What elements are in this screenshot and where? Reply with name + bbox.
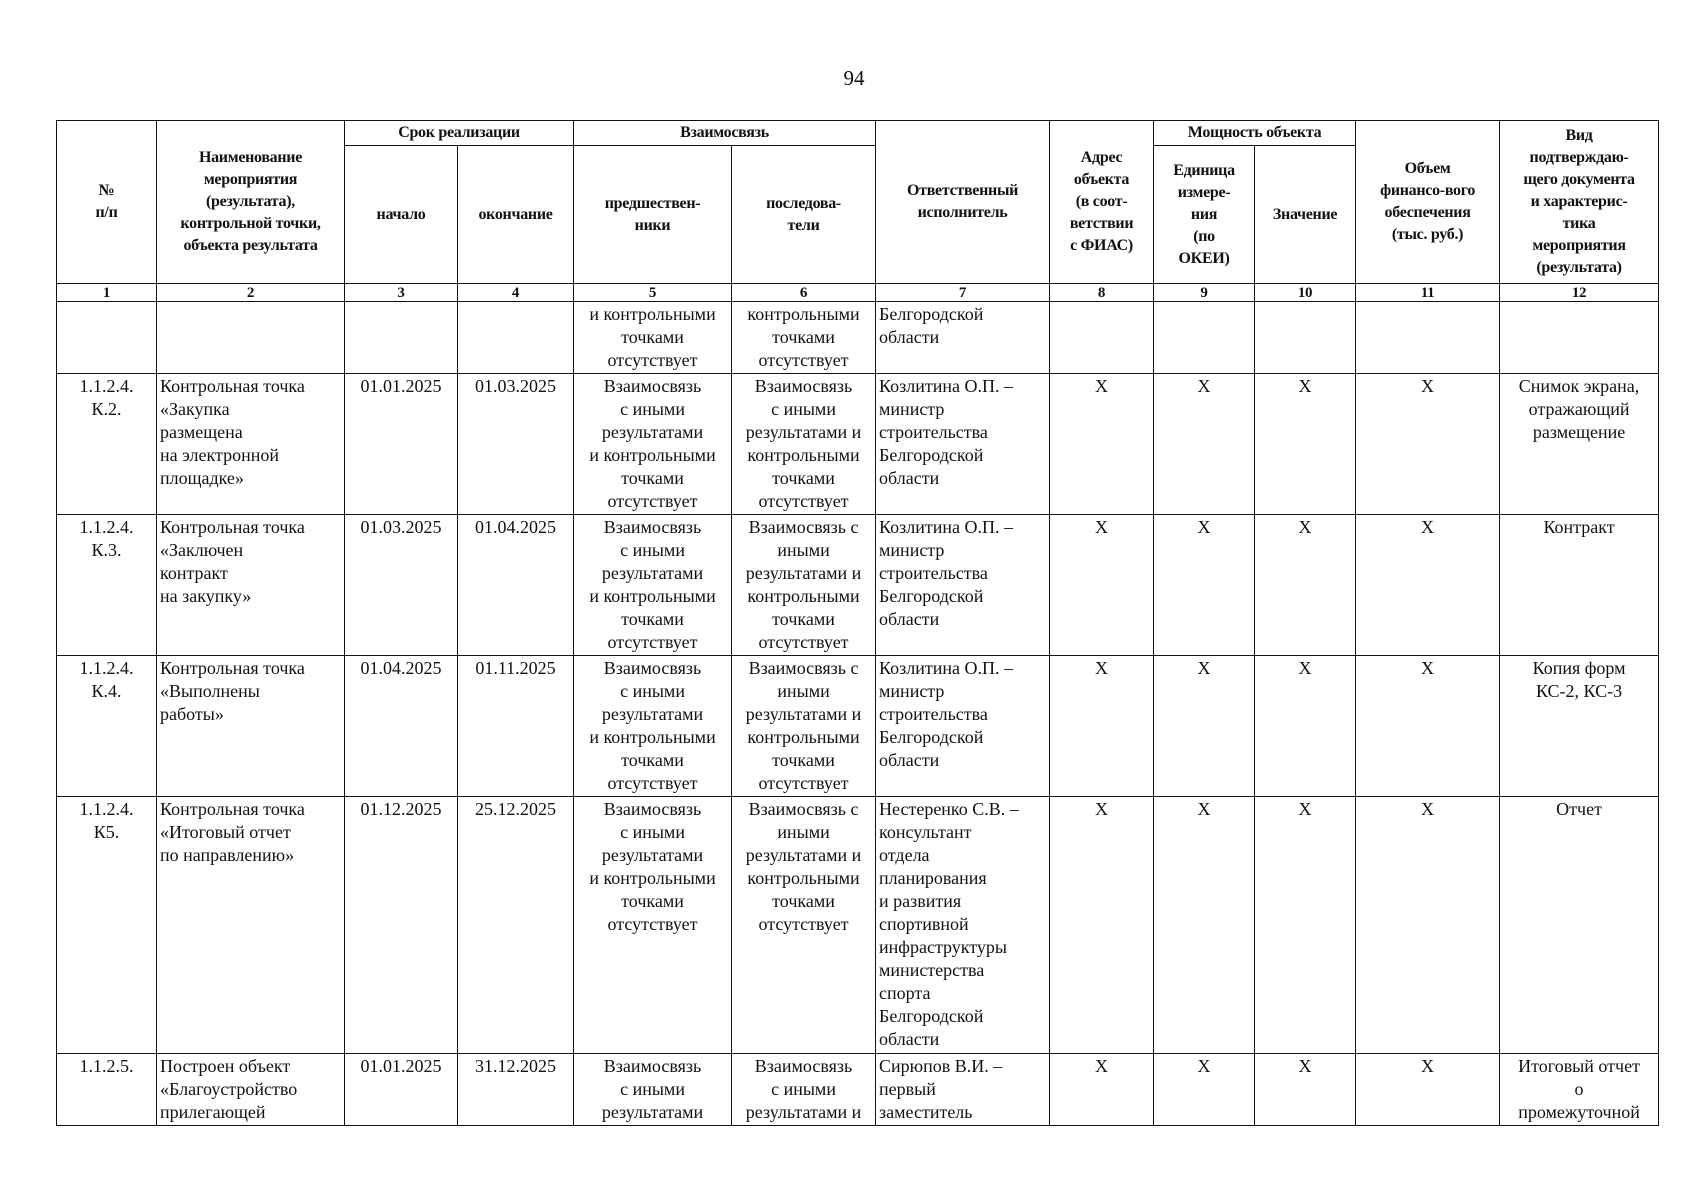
header-group-term: Срок реализации xyxy=(345,121,574,146)
cell-responsible: Нестеренко С.В. – консультант отдела планирования и развития спортивной инфраструктуры министерства спорта Белгородской области xyxy=(876,797,1050,1054)
cell-financing xyxy=(1356,302,1500,374)
cell-value xyxy=(1255,302,1356,374)
cell-start: 01.03.2025 xyxy=(345,515,458,656)
cell-num: 1.1.2.4. К.3. xyxy=(57,515,157,656)
header-predecessors: предшествен- ники xyxy=(574,146,732,284)
cell-predecessors: Взаимосвязь с иными результатами и контрольными точками отсутствует xyxy=(574,656,732,797)
cell-successors: Взаимосвязь с иными результатами и контрольными точками отсутствует xyxy=(732,797,876,1054)
cell-num xyxy=(57,302,157,374)
cell-start: 01.12.2025 xyxy=(345,797,458,1054)
cell-responsible: Козлитина О.П. – министр строительства Белгородской области xyxy=(876,515,1050,656)
cell-financing: Х xyxy=(1356,515,1500,656)
col-number: 7 xyxy=(876,284,1050,302)
cell-unit: Х xyxy=(1154,515,1255,656)
cell-successors: Взаимосвязь с иными результатами и xyxy=(732,1054,876,1126)
cell-predecessors: Взаимосвязь с иными результатами и контрольными точками отсутствует xyxy=(574,797,732,1054)
cell-end xyxy=(458,302,574,374)
cell-name: Контрольная точка «Заключен контракт на закупку» xyxy=(157,515,345,656)
cell-document: Итоговый отчет о промежуточной xyxy=(1500,1054,1659,1126)
col-number: 4 xyxy=(458,284,574,302)
header-financing: Объем финансо-вого обеспечения (тыс. руб.) xyxy=(1356,121,1500,284)
cell-document: Снимок экрана, отражающий размещение xyxy=(1500,374,1659,515)
cell-document xyxy=(1500,302,1659,374)
cell-name xyxy=(157,302,345,374)
table-row xyxy=(57,797,1659,1054)
cell-name: Контрольная точка «Выполнены работы» xyxy=(157,656,345,797)
cell-unit: Х xyxy=(1154,374,1255,515)
cell-address: Х xyxy=(1050,374,1154,515)
cell-value: Х xyxy=(1255,1054,1356,1126)
header-value: Значение xyxy=(1255,146,1356,284)
cell-unit xyxy=(1154,302,1255,374)
header-num: № п/п xyxy=(57,121,157,284)
cell-financing: Х xyxy=(1356,656,1500,797)
cell-value: Х xyxy=(1255,797,1356,1054)
cell-financing: Х xyxy=(1356,1054,1500,1126)
cell-num: 1.1.2.5. xyxy=(57,1054,157,1126)
cell-predecessors: и контрольными точками отсутствует xyxy=(574,302,732,374)
cell-num: 1.1.2.4. К.4. xyxy=(57,656,157,797)
cell-document: Контракт xyxy=(1500,515,1659,656)
header-start: начало xyxy=(345,146,458,284)
cell-successors: Взаимосвязь с иными результатами и контрольными точками отсутствует xyxy=(732,515,876,656)
col-number: 2 xyxy=(157,284,345,302)
cell-address: Х xyxy=(1050,656,1154,797)
cell-responsible: Козлитина О.П. – министр строительства Белгородской области xyxy=(876,656,1050,797)
header-responsible: Ответственный исполнитель xyxy=(876,121,1050,284)
cell-address xyxy=(1050,302,1154,374)
col-number: 12 xyxy=(1500,284,1659,302)
cell-financing: Х xyxy=(1356,374,1500,515)
header-successors: последова- тели xyxy=(732,146,876,284)
cell-document: Отчет xyxy=(1500,797,1659,1054)
cell-predecessors: Взаимосвязь с иными результатами и контрольными точками отсутствует xyxy=(574,515,732,656)
cell-start xyxy=(345,302,458,374)
header-unit: Единица измере- ния (по ОКЕИ) xyxy=(1154,146,1255,284)
cell-num: 1.1.2.4. К.2. xyxy=(57,374,157,515)
cell-num: 1.1.2.4. К5. xyxy=(57,797,157,1054)
cell-start: 01.01.2025 xyxy=(345,1054,458,1126)
col-number: 6 xyxy=(732,284,876,302)
col-number: 5 xyxy=(574,284,732,302)
cell-responsible: Козлитина О.П. – министр строительства Белгородской области xyxy=(876,374,1050,515)
cell-end: 31.12.2025 xyxy=(458,1054,574,1126)
table-row xyxy=(57,515,1659,656)
cell-successors: Взаимосвязь с иными результатами и контрольными точками отсутствует xyxy=(732,656,876,797)
col-number: 3 xyxy=(345,284,458,302)
col-number: 9 xyxy=(1154,284,1255,302)
header-group-link: Взаимосвязь xyxy=(574,121,876,146)
cell-responsible: Белгородской области xyxy=(876,302,1050,374)
cell-financing: Х xyxy=(1356,797,1500,1054)
table-row xyxy=(57,374,1659,515)
cell-predecessors: Взаимосвязь с иными результатами xyxy=(574,1054,732,1126)
table-row xyxy=(57,656,1659,797)
cell-end: 01.11.2025 xyxy=(458,656,574,797)
cell-unit: Х xyxy=(1154,656,1255,797)
col-number: 11 xyxy=(1356,284,1500,302)
cell-start: 01.04.2025 xyxy=(345,656,458,797)
cell-start: 01.01.2025 xyxy=(345,374,458,515)
cell-successors: контрольными точками отсутствует xyxy=(732,302,876,374)
col-number: 8 xyxy=(1050,284,1154,302)
header-end: окончание xyxy=(458,146,574,284)
header-document: Вид подтверждаю- щего документа и характерис- тика мероприятия (результата) xyxy=(1500,121,1659,284)
col-number: 10 xyxy=(1255,284,1356,302)
cell-successors: Взаимосвязь с иными результатами и контрольными точками отсутствует xyxy=(732,374,876,515)
cell-address: Х xyxy=(1050,797,1154,1054)
cell-value: Х xyxy=(1255,656,1356,797)
cell-responsible: Сирюпов В.И. – первый заместитель xyxy=(876,1054,1050,1126)
cell-end: 01.03.2025 xyxy=(458,374,574,515)
page-number: 94 xyxy=(843,66,865,90)
header-address: Адрес объекта (в соот- ветствии с ФИАС) xyxy=(1050,121,1154,284)
cell-end: 01.04.2025 xyxy=(458,515,574,656)
cell-end: 25.12.2025 xyxy=(458,797,574,1054)
cell-name: Контрольная точка «Итоговый отчет по направлению» xyxy=(157,797,345,1054)
cell-unit: Х xyxy=(1154,797,1255,1054)
cell-name: Контрольная точка «Закупка размещена на электронной площадке» xyxy=(157,374,345,515)
col-number: 1 xyxy=(57,284,157,302)
header-group-power: Мощность объекта xyxy=(1154,121,1356,146)
cell-predecessors: Взаимосвязь с иными результатами и контрольными точками отсутствует xyxy=(574,374,732,515)
header-name: Наименование мероприятия (результата), контрольной точки, объекта результата xyxy=(157,121,345,284)
table-row xyxy=(57,1054,1659,1126)
cell-value: Х xyxy=(1255,374,1356,515)
results-table xyxy=(56,120,1659,1126)
cell-address: Х xyxy=(1050,1054,1154,1126)
cell-address: Х xyxy=(1050,515,1154,656)
cell-name: Построен объект «Благоустройство прилегающей xyxy=(157,1054,345,1126)
cell-value: Х xyxy=(1255,515,1356,656)
cell-document: Копия форм КС-2, КС-3 xyxy=(1500,656,1659,797)
table-row xyxy=(57,302,1659,374)
cell-unit: Х xyxy=(1154,1054,1255,1126)
